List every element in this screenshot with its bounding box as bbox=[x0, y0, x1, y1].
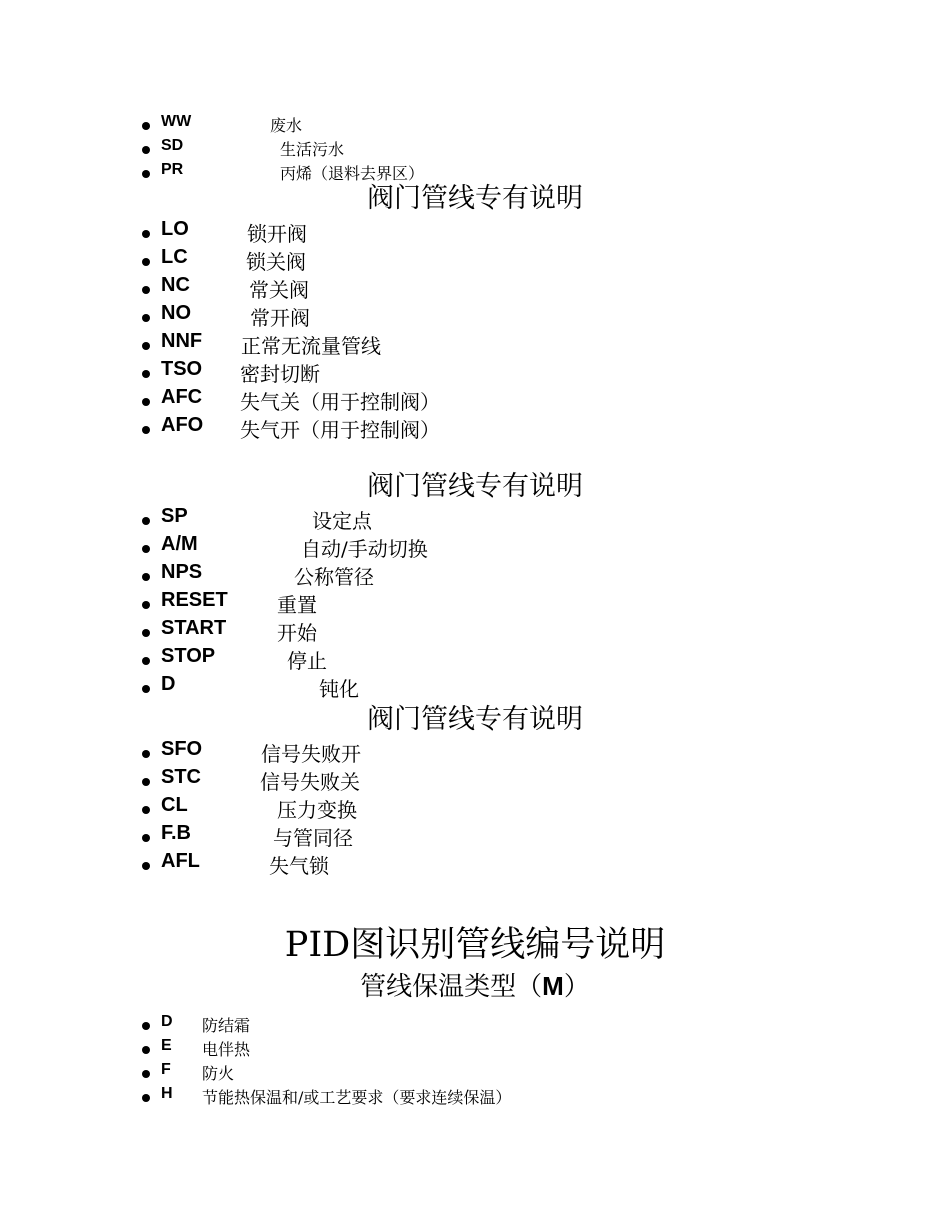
item-desc: 电伴热 bbox=[202, 1040, 251, 1059]
section-heading: 阀门管线专有说明 bbox=[367, 183, 583, 214]
item-code: F bbox=[161, 1061, 171, 1078]
item-desc: 失气开（用于控制阀） bbox=[240, 418, 440, 442]
item-desc: 钝化 bbox=[319, 677, 359, 701]
section-heading: 阀门管线专有说明 bbox=[367, 704, 583, 735]
item-desc: 自动/手动切换 bbox=[301, 537, 428, 561]
item-desc: 节能热保温和/或工艺要求（要求连续保温） bbox=[202, 1088, 512, 1107]
bullet-icon bbox=[142, 778, 150, 786]
bullet-icon bbox=[142, 545, 150, 553]
bullet-icon bbox=[142, 573, 150, 581]
item-code: LC bbox=[161, 246, 188, 268]
item-code: START bbox=[161, 617, 227, 639]
bullet-icon bbox=[142, 657, 150, 665]
item-desc: 丙烯（退料去界区） bbox=[280, 164, 425, 183]
bullet-icon bbox=[142, 601, 150, 609]
item-code: F.B bbox=[161, 822, 191, 844]
item-desc: 常开阀 bbox=[250, 306, 310, 330]
item-desc: 公称管径 bbox=[294, 565, 374, 589]
item-code: AFO bbox=[161, 414, 204, 436]
item-desc: 防结霜 bbox=[202, 1016, 251, 1035]
bullet-icon bbox=[142, 314, 150, 322]
bullet-icon bbox=[142, 629, 150, 637]
item-desc: 废水 bbox=[270, 116, 303, 135]
item-code: STC bbox=[161, 766, 201, 788]
bullet-icon bbox=[142, 1046, 150, 1054]
bullet-icon bbox=[142, 122, 150, 130]
item-code: PR bbox=[161, 161, 184, 178]
subtitle-prefix: 管线保温类型（ bbox=[360, 972, 543, 1002]
subtitle-code: M bbox=[542, 971, 564, 1001]
item-code: TSO bbox=[161, 358, 203, 380]
item-code: NPS bbox=[161, 561, 203, 583]
item-code: SFO bbox=[161, 738, 203, 760]
item-desc: 压力变换 bbox=[277, 798, 357, 822]
bullet-icon bbox=[142, 426, 150, 434]
item-code: SD bbox=[161, 137, 184, 154]
item-desc: 与管同径 bbox=[273, 826, 353, 850]
item-desc: 失气关（用于控制阀） bbox=[240, 390, 440, 414]
item-code: LO bbox=[161, 218, 189, 240]
item-desc: 密封切断 bbox=[240, 362, 320, 386]
item-code: E bbox=[161, 1037, 172, 1054]
bullet-icon bbox=[142, 1022, 150, 1030]
item-code: AFC bbox=[161, 386, 203, 408]
item-desc: 信号失败关 bbox=[260, 770, 360, 794]
item-desc: 常关阀 bbox=[249, 278, 309, 302]
page-subtitle bbox=[0, 966, 950, 1003]
item-code: WW bbox=[161, 113, 192, 130]
item-desc: 开始 bbox=[277, 621, 317, 645]
bullet-icon bbox=[142, 398, 150, 406]
bullet-icon bbox=[142, 834, 150, 842]
bullet-icon bbox=[142, 286, 150, 294]
item-desc: 生活污水 bbox=[280, 140, 345, 159]
item-desc: 正常无流量管线 bbox=[241, 334, 381, 358]
item-code: STOP bbox=[161, 645, 216, 667]
item-code: H bbox=[161, 1085, 173, 1102]
page-title: PID图识别管线编号说明 bbox=[284, 925, 666, 965]
item-desc: 锁开阀 bbox=[247, 222, 307, 246]
bullet-icon bbox=[142, 342, 150, 350]
subtitle-suffix: ） bbox=[563, 972, 590, 1002]
item-desc: 锁关阀 bbox=[246, 250, 306, 274]
item-desc: 信号失败开 bbox=[261, 742, 361, 766]
item-code: CL bbox=[161, 794, 188, 816]
item-code: AFL bbox=[161, 850, 200, 872]
bullet-icon bbox=[142, 370, 150, 378]
item-code: A/M bbox=[161, 533, 198, 555]
item-code: D bbox=[161, 673, 176, 695]
item-code: SP bbox=[161, 505, 188, 527]
bullet-icon bbox=[142, 146, 150, 154]
bullet-icon bbox=[142, 685, 150, 693]
bullet-icon bbox=[142, 806, 150, 814]
bullet-icon bbox=[142, 1070, 150, 1078]
item-code: NO bbox=[161, 302, 191, 324]
section-heading: 阀门管线专有说明 bbox=[367, 471, 583, 502]
bullet-icon bbox=[142, 230, 150, 238]
item-desc: 重置 bbox=[277, 593, 317, 617]
item-desc: 设定点 bbox=[312, 509, 372, 533]
item-code: RESET bbox=[161, 589, 228, 611]
bullet-icon bbox=[142, 862, 150, 870]
bullet-icon bbox=[142, 258, 150, 266]
item-desc: 失气锁 bbox=[269, 854, 329, 878]
item-code: D bbox=[161, 1013, 173, 1030]
bullet-icon bbox=[142, 1094, 150, 1102]
bullet-icon bbox=[142, 517, 150, 525]
item-desc: 停止 bbox=[287, 649, 327, 673]
item-desc: 防火 bbox=[202, 1064, 235, 1083]
bullet-icon bbox=[142, 750, 150, 758]
item-code: NC bbox=[161, 274, 190, 296]
item-code: NNF bbox=[161, 330, 203, 352]
